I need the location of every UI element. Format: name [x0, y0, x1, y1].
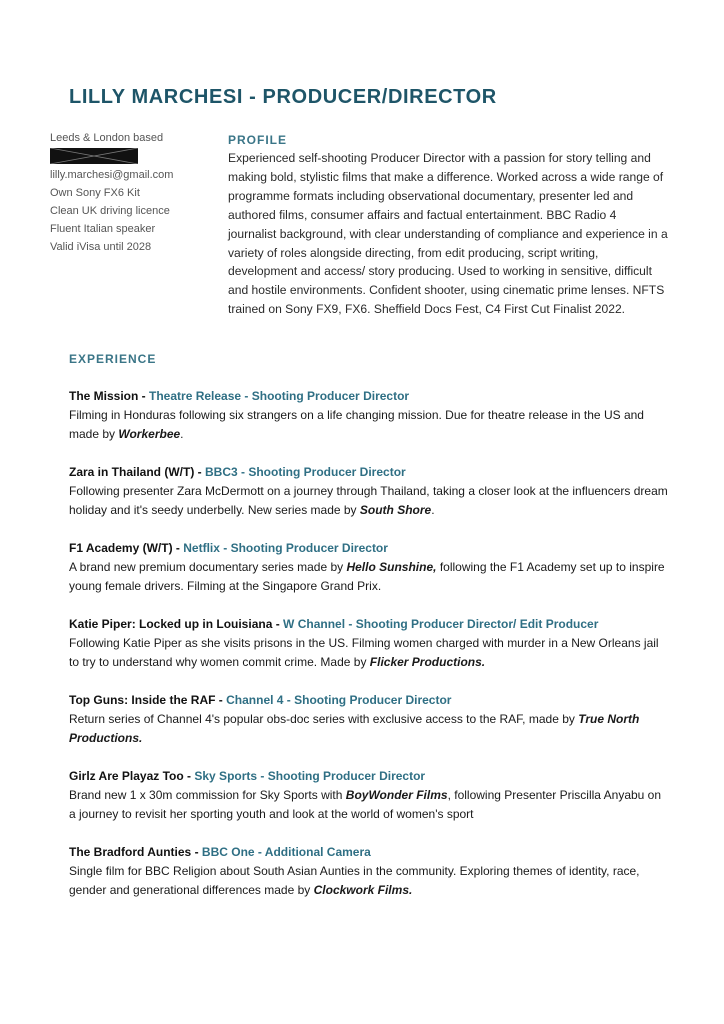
job-entry	[69, 691, 669, 748]
job-title: Katie Piper: Locked up in Louisiana	[69, 617, 273, 631]
job-description: Brand new 1 x 30m commission for Sky Sports with BoyWonder Films, following Presenter Priscilla Anyabu on a journey to revisit her sporting youth and look at the world of women's sport	[69, 788, 662, 821]
company-name: Workerbee	[118, 427, 181, 441]
job-description: Single film for BBC Religion about South Asian Aunties in the community. Exploring themes of identity, race, gender and generational differences made by Clockwork Films.	[69, 864, 640, 897]
location-text: Leeds & London based	[50, 132, 164, 144]
job-entry	[69, 767, 669, 824]
detail-item: Clean UK driving licence	[50, 205, 170, 217]
contact-sidebar	[50, 129, 215, 256]
company-name: Hello Sunshine,	[346, 560, 437, 574]
job-title: The Mission	[69, 389, 139, 403]
detail-item: Valid iVisa until 2028	[50, 241, 152, 253]
job-entry	[69, 463, 669, 520]
job-role: Sky Sports - Shooting Producer Director	[194, 769, 426, 783]
company-name: BoyWonder Films	[345, 788, 448, 802]
job-description: Filming in Honduras following six strangers on a life changing mission. Due for theatre release in the US and made by Workerbee.	[69, 408, 644, 441]
company-name: Clockwork Films.	[313, 883, 413, 897]
detail-item: Own Sony FX6 Kit	[50, 187, 140, 199]
profile-section	[228, 133, 668, 319]
job-header: Girlz Are Playaz Too - Sky Sports - Shooting Producer Director	[69, 769, 426, 783]
job-header: Katie Piper: Locked up in Louisiana - W Channel - Shooting Producer Director/ Edit Producer	[69, 617, 599, 631]
job-role: BBC One - Additional Camera	[201, 845, 371, 859]
job-description: Return series of Channel 4's popular obs-doc series with exclusive access to the RAF, made by True North Productions.	[69, 712, 640, 745]
experience-section	[69, 352, 669, 919]
job-entry	[69, 615, 669, 672]
job-header: Zara in Thailand (W/T) - BBC3 - Shooting Producer Director	[69, 465, 406, 479]
job-description: A brand new premium documentary series made by Hello Sunshine, following the F1 Academy set up to inspire young female drivers. Filming at the Singapore Grand Prix.	[69, 560, 665, 593]
job-header: The Bradford Aunties - BBC One - Additional Camera	[69, 845, 371, 859]
company-name: True North Productions.	[69, 712, 640, 745]
company-name: Flicker Productions.	[369, 655, 486, 669]
job-title: Zara in Thailand (W/T)	[69, 465, 195, 479]
job-header: Top Guns: Inside the RAF - Channel 4 - Shooting Producer Director	[69, 693, 452, 707]
job-role: Netflix - Shooting Producer Director	[183, 541, 388, 555]
job-title: The Bradford Aunties	[69, 845, 192, 859]
job-description: Following Katie Piper as she visits prisons in the US. Filming women charged with murder in a New Orleans jail to try to understand why women commit crime. Made by Flicker Productions.	[69, 636, 659, 669]
job-entry	[69, 387, 669, 444]
job-title: Top Guns: Inside the RAF	[69, 693, 216, 707]
redacted-phone-block	[50, 148, 138, 164]
job-entry	[69, 539, 669, 596]
job-role: Channel 4 - Shooting Producer Director	[226, 693, 452, 707]
job-role: Theatre Release - Shooting Producer Director	[149, 389, 410, 403]
job-title: Girlz Are Playaz Too	[69, 769, 184, 783]
detail-item: Fluent Italian speaker	[50, 223, 156, 235]
email-text: lilly.marchesi@gmail.com	[50, 169, 174, 181]
job-header: F1 Academy (W/T) - Netflix - Shooting Producer Director	[69, 541, 388, 555]
job-role: W Channel - Shooting Producer Director/ Edit Producer	[283, 617, 599, 631]
job-entry	[69, 843, 669, 900]
job-header: The Mission - Theatre Release - Shooting Producer Director	[69, 389, 410, 403]
page-title: LILLY MARCHESI - PRODUCER/DIRECTOR	[69, 86, 497, 108]
profile-heading: PROFILE	[228, 133, 288, 147]
job-description: Following presenter Zara McDermott on a journey through Thailand, taking a closer look at the influencers dream holiday and it's seedy underbelly. New series made by South Shore.	[69, 484, 668, 517]
company-name: South Shore	[359, 503, 432, 517]
job-role: BBC3 - Shooting Producer Director	[205, 465, 406, 479]
profile-text: Experienced self-shooting Producer Director with a passion for story telling and making bold, stylistic films that make a difference. Worked across a wide range of programme formats including observational documentary, presenter led and authored films, consumer affairs and factual entertainment. BBC Radio 4 journalist background, with clear understanding of compliance and experience in a variety of roles alongside directing, from edit producing, script writing, development and access/ story producing. Used to working in sensitive, difficult and hostile environments. Confident shooter, using cinematic prime lenses. NFTS trained on Sony FX9, FX6. Sheffield Docs Fest, C4 First Cut Finalist 2022.	[228, 151, 668, 317]
experience-heading: EXPERIENCE	[69, 352, 157, 366]
job-title: F1 Academy (W/T)	[69, 541, 173, 555]
